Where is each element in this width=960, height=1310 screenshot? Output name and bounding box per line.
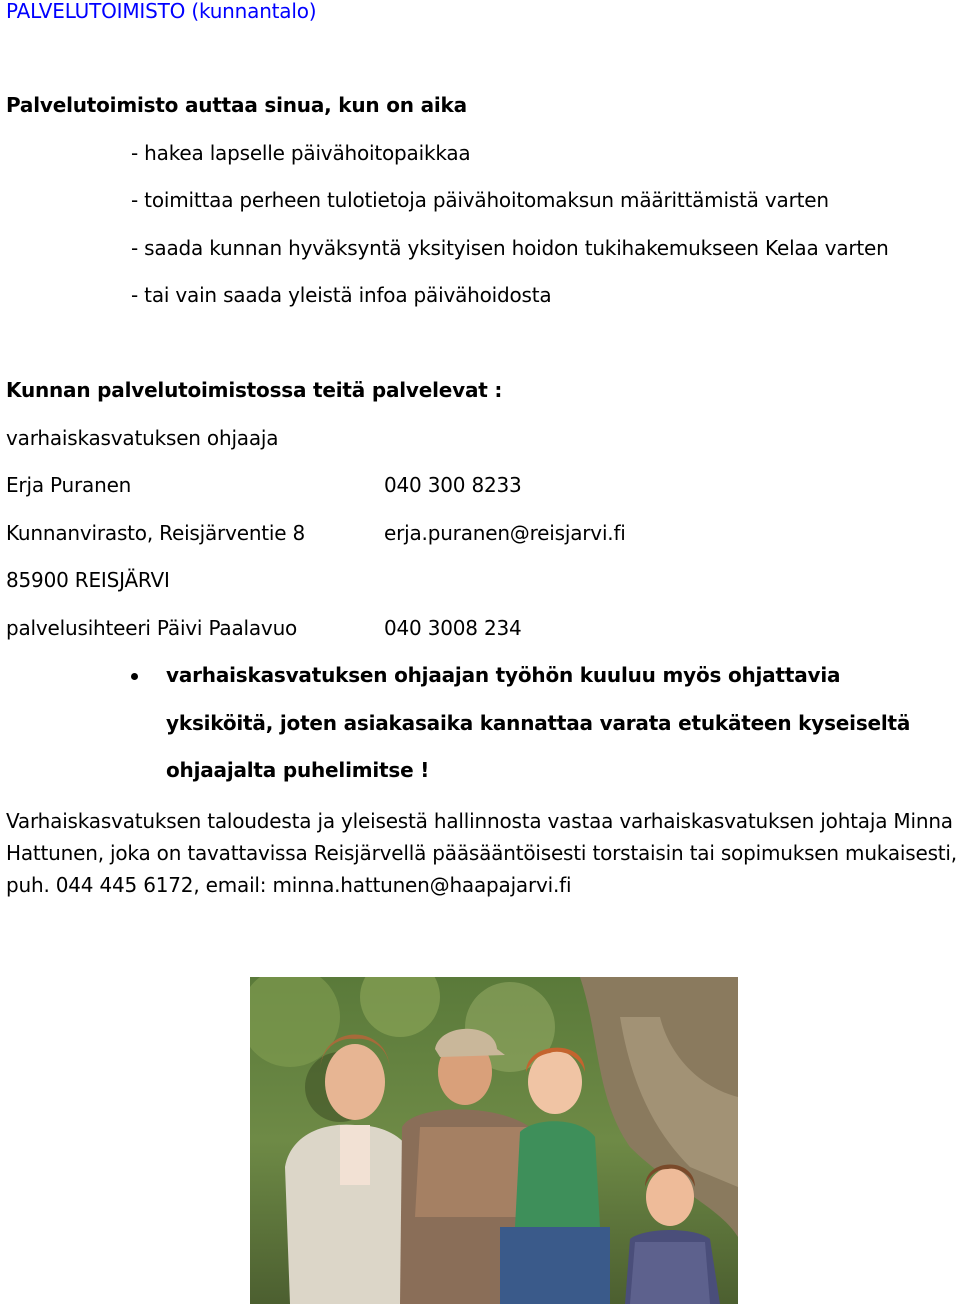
staff-email-link[interactable]: erja.puranen@reisjarvi.fi: [384, 521, 626, 545]
page-title: PALVELUTOIMISTO (kunnantalo): [6, 0, 317, 23]
staff-address: Kunnanvirasto, Reisjärventie 8: [6, 521, 306, 545]
footer-line: puh. 044 445 6172, email: minna.hattunen@haapajarvi.fi: [6, 873, 572, 897]
note-line: yksiköitä, joten asiakasaika kannattaa varata etukäteen kyseiseltä: [166, 711, 911, 735]
intro-item: - saada kunnan hyväksyntä yksityisen hoidon tukihakemukseen Kelaa varten: [131, 236, 889, 260]
note-line: ohjaajalta puhelimitse !: [166, 758, 430, 782]
footer-line: Hattunen, joka on tavattavissa Reisjärvellä pääsääntöisesti torstaisin tai sopimuksen mukaisesti,: [6, 841, 957, 865]
staff-heading: Kunnan palvelutoimistossa teitä palvelevat :: [6, 378, 503, 402]
secretary-name: palvelusihteeri Päivi Paalavuo: [6, 616, 298, 640]
staff-name: Erja Puranen: [6, 473, 132, 497]
intro-lead: Palvelutoimisto auttaa sinua, kun on aika: [6, 93, 467, 117]
family-photo: [250, 977, 738, 1304]
intro-item: - toimittaa perheen tulotietoja päivähoitomaksun määrittämistä varten: [131, 188, 829, 212]
bullet-icon: [131, 673, 138, 680]
footer-line: Varhaiskasvatuksen taloudesta ja yleisestä hallinnosta vastaa varhaiskasvatuksen johtaja Minna: [6, 809, 953, 833]
staff-phone: 040 300 8233: [384, 473, 522, 497]
intro-item: - tai vain saada yleistä infoa päivähoidosta: [131, 283, 552, 307]
staff-postal: 85900 REISJÄRVI: [6, 568, 170, 592]
intro-item: - hakea lapselle päivähoitopaikkaa: [131, 141, 471, 165]
staff-role: varhaiskasvatuksen ohjaaja: [6, 426, 279, 450]
note-line: varhaiskasvatuksen ohjaajan työhön kuuluu myös ohjattavia: [166, 663, 841, 687]
footer-paragraph: [6, 805, 960, 901]
secretary-phone: 040 3008 234: [384, 616, 522, 640]
